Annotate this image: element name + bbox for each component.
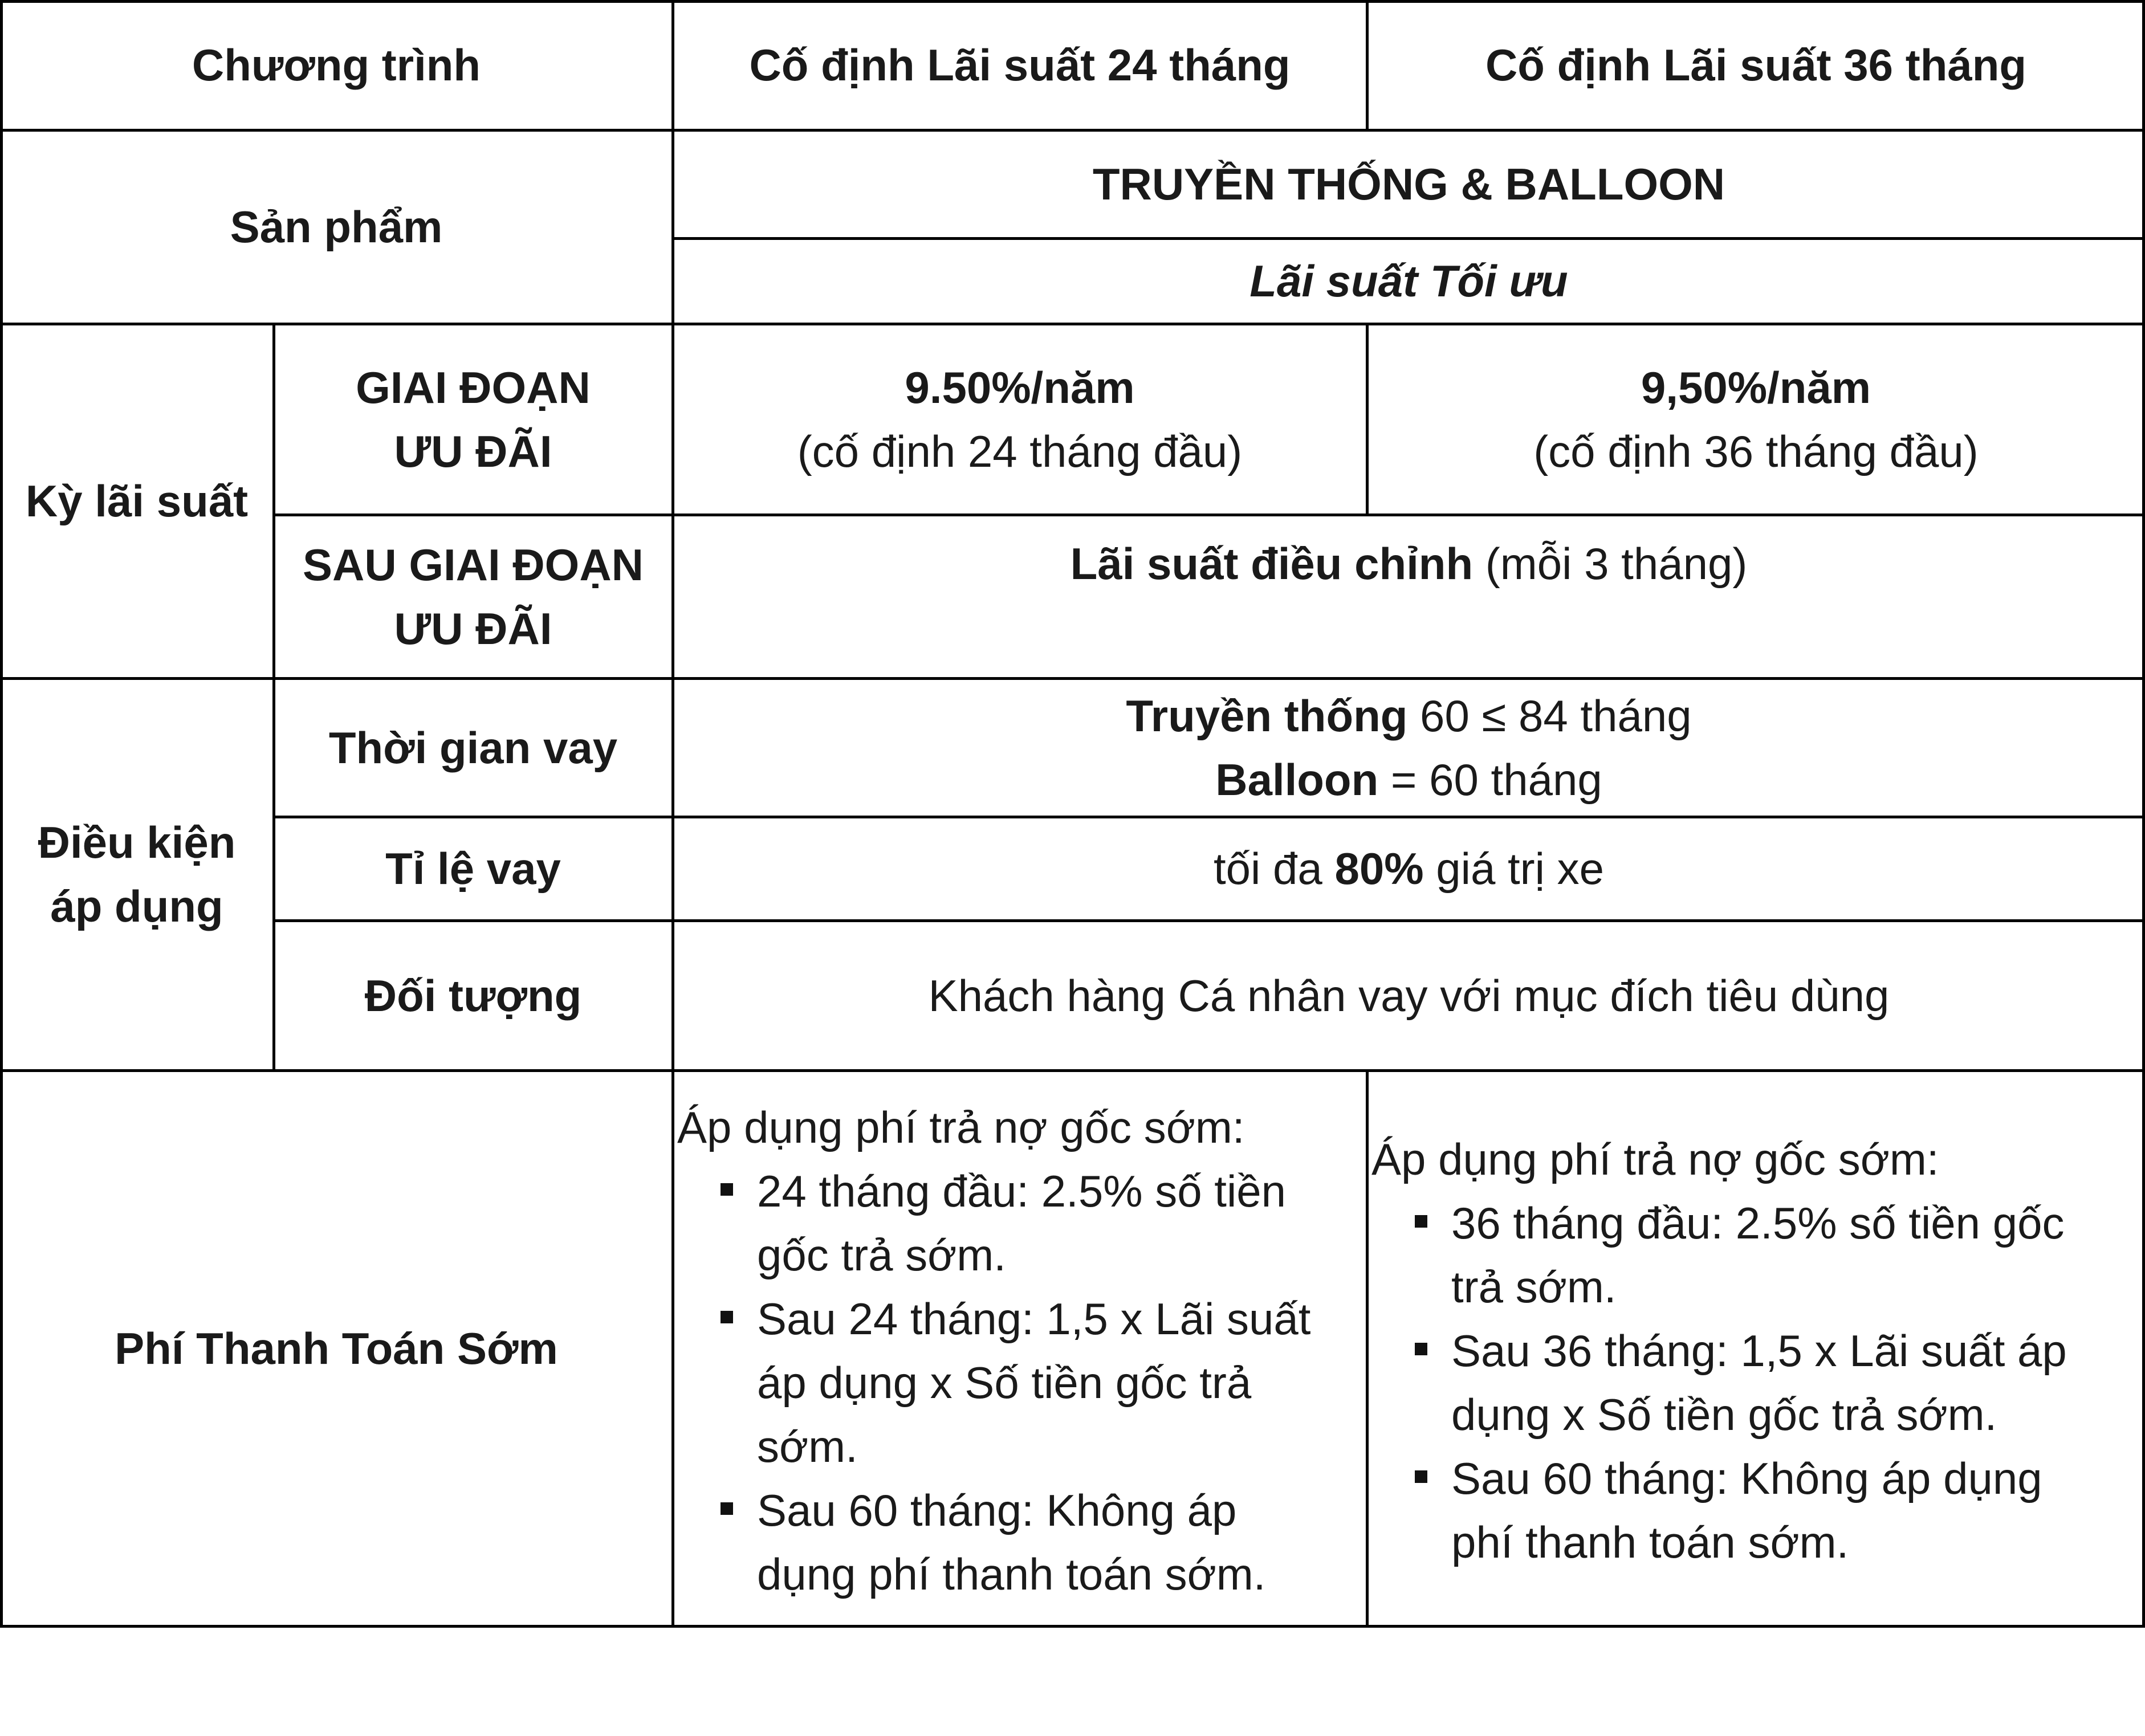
list-item [1371, 1319, 2141, 1446]
list-item-line: Sau 60 tháng: Không áp [757, 1485, 1237, 1535]
list-item-line: Sau 60 tháng: Không áp dụng [1451, 1453, 2042, 1503]
loan-term-value [673, 678, 2145, 817]
early-fee-label: Phí Thanh Toán Sớm [115, 1323, 558, 1374]
divider [0, 1069, 2145, 1072]
loan-ratio-post: giá trị xe [1423, 843, 1605, 894]
divider [1366, 1069, 1369, 1628]
table-border-bottom [0, 1625, 2145, 1628]
rate-period-label: Kỳ lãi suất [25, 476, 249, 526]
target-value: Khách hàng Cá nhân vay với mục đích tiêu dùng [928, 970, 1890, 1021]
bullet-square-icon [1415, 1215, 1427, 1228]
early-fee-36-intro: Áp dụng phí trả nợ gốc sớm: [1371, 1134, 1939, 1184]
list-item [1371, 1191, 2141, 1319]
list-item-line: dụng x Số tiền gốc trả sớm. [1451, 1389, 1997, 1440]
loan-ratio-value [673, 817, 2145, 920]
list-item-line: gốc trả sớm. [757, 1230, 1006, 1280]
divider [272, 323, 275, 1072]
divider [0, 323, 2145, 325]
promo-period-label [274, 324, 673, 515]
list-item-line: phí thanh toán sớm. [1451, 1517, 1849, 1567]
promo-rate-24-value: 9.50%/năm [905, 362, 1135, 413]
after-promo-rate [673, 515, 2145, 678]
list-item [1371, 1446, 2141, 1574]
product-value: TRUYỀN THỐNG & BALLOON [1092, 159, 1725, 209]
bullet-square-icon [721, 1311, 733, 1323]
list-item-line: 36 tháng đầu: 2.5% số tiền gốc [1451, 1198, 2065, 1248]
loan-term-label: Thời gian vay [328, 722, 618, 773]
after-promo-label-line2: ƯU ĐÃI [394, 603, 552, 654]
list-item-line: dụng phí thanh toán sớm. [757, 1549, 1266, 1599]
list-item-line: Sau 36 tháng: 1,5 x Lãi suất áp [1451, 1326, 2067, 1376]
list-item-line: trả sớm. [1451, 1262, 1617, 1312]
header-fixed-36-months: Cố định Lãi suất 36 tháng [1485, 40, 2027, 90]
list-item-line: áp dụng x Số tiền gốc trả [757, 1358, 1252, 1408]
promo-rate-24-note: (cố định 24 tháng đầu) [797, 426, 1243, 476]
loan-term-traditional-value: 60 ≤ 84 tháng [1407, 690, 1692, 741]
divider [274, 816, 2145, 818]
after-promo-label-line1: SAU GIAI ĐOẠN [302, 539, 644, 590]
promo-rate-36-note: (cố định 36 tháng đầu) [1533, 426, 1979, 476]
loan-ratio-percent: 80% [1334, 843, 1424, 894]
divider [274, 919, 2145, 922]
bullet-square-icon [721, 1183, 733, 1196]
early-fee-36 [1371, 1127, 2141, 1574]
divider [1366, 0, 1369, 131]
promo-rate-36 [1367, 324, 2145, 515]
header-fixed-24-months: Cố định Lãi suất 24 tháng [749, 40, 1291, 90]
table-border-top [0, 0, 2145, 3]
loan-ratio-label: Tỉ lệ vay [385, 843, 561, 894]
product-optimal-rate: Lãi suất Tối ưu [1249, 256, 1568, 306]
divider [671, 0, 674, 1628]
list-item-line: Sau 24 tháng: 1,5 x Lãi suất [757, 1294, 1311, 1344]
loan-ratio-text [1214, 837, 1604, 900]
bullet-square-icon [721, 1502, 733, 1515]
list-item-line: 24 tháng đầu: 2.5% số tiền [757, 1166, 1287, 1216]
table-border-right [2142, 0, 2145, 1628]
after-promo-rate-text [1071, 532, 1748, 596]
loan-term-balloon-label: Balloon [1215, 754, 1379, 805]
loan-term-balloon [1215, 748, 1602, 812]
adjusted-rate-frequency: (mỗi 3 tháng) [1473, 539, 1748, 589]
promo-period-label-line2: ƯU ĐÃI [394, 426, 552, 476]
promo-period-label-line1: GIAI ĐOẠN [356, 362, 591, 413]
divider [673, 237, 2145, 240]
header-program-label: Chương trình [192, 40, 481, 90]
adjusted-rate-label: Lãi suất điều chỉnh [1070, 539, 1474, 589]
divider [0, 129, 2145, 132]
early-fee-24-list [677, 1159, 1361, 1606]
after-promo-label [274, 515, 673, 678]
bullet-square-icon [1415, 1343, 1427, 1355]
bullet-square-icon [1415, 1470, 1427, 1483]
promo-rate-36-value: 9,50%/năm [1641, 362, 1871, 413]
conditions-label-line1: Điều kiện [38, 817, 236, 867]
loan-term-traditional-label: Truyền thống [1126, 690, 1408, 741]
table-border-left [0, 0, 3, 1628]
list-item [677, 1478, 1361, 1606]
loan-term-traditional [1126, 684, 1691, 748]
divider [274, 514, 2145, 516]
list-item [677, 1287, 1361, 1478]
target-label: Đối tượng [364, 970, 582, 1021]
early-fee-24-intro: Áp dụng phí trả nợ gốc sớm: [677, 1102, 1245, 1152]
divider [0, 677, 2145, 680]
list-item-line: sớm. [757, 1421, 858, 1472]
conditions-label-line2: áp dụng [50, 881, 223, 931]
early-fee-24 [677, 1095, 1361, 1606]
early-fee-36-list [1371, 1191, 2141, 1574]
divider [1366, 323, 1369, 516]
list-item [677, 1159, 1361, 1287]
promo-rate-24 [673, 324, 1367, 515]
loan-ratio-pre: tối đa [1213, 843, 1335, 894]
product-label: Sản phẩm [230, 202, 443, 252]
conditions-label [0, 678, 274, 1070]
loan-term-balloon-value: = 60 tháng [1378, 754, 1602, 805]
